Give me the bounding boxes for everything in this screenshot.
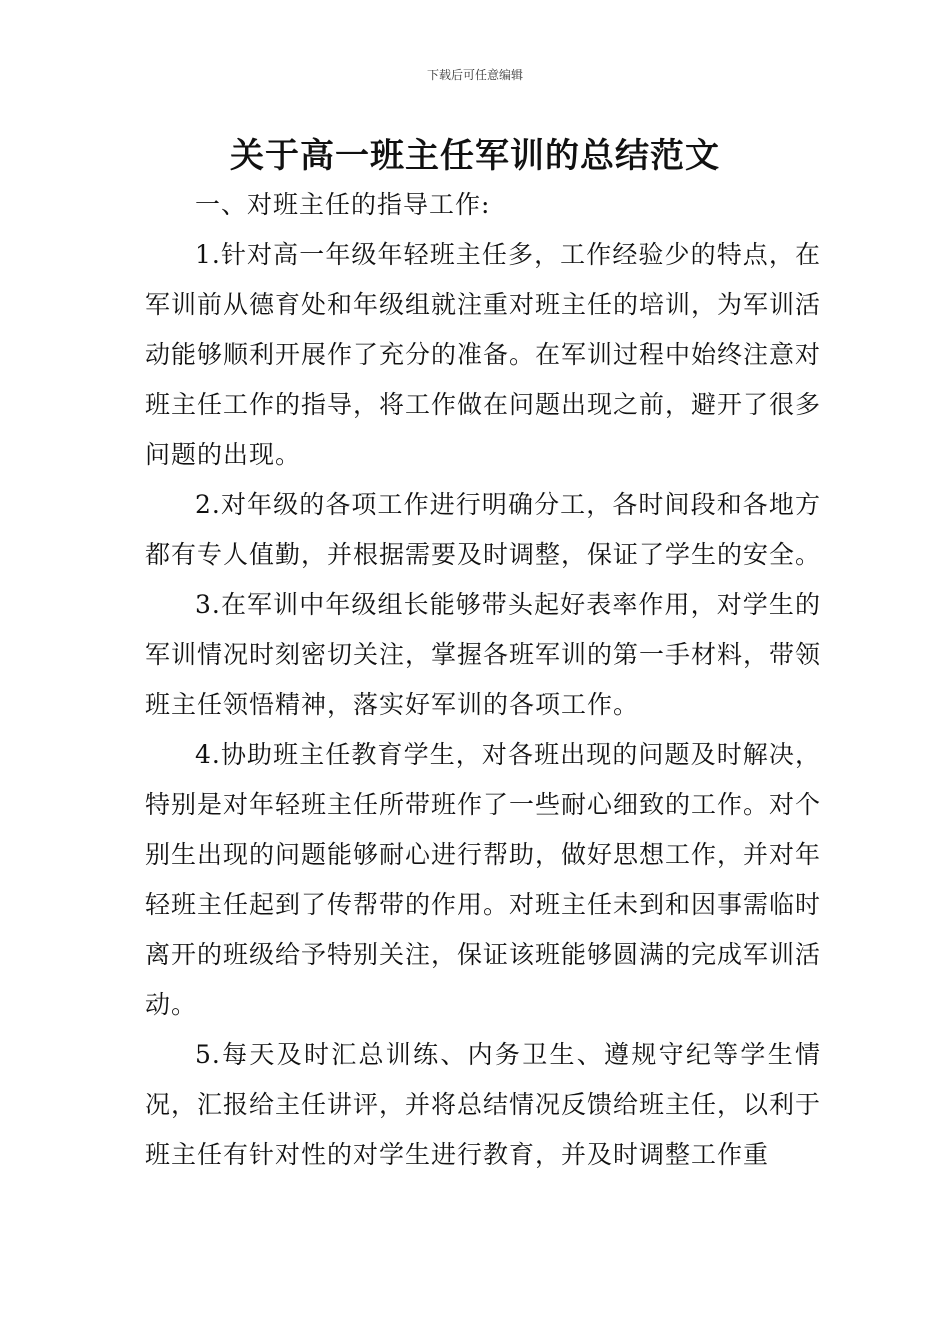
document-title: 关于高一班主任军训的总结范文 <box>230 136 720 176</box>
paragraph-5: 5.每天及时汇总训练、内务卫生、遵规守纪等学生情况，汇报给主任讲评，并将总结情况反馈给班主任，以利于班主任有针对性的对学生进行教育，并及时调整工作重 <box>145 1040 822 1169</box>
paragraph-2: 2.对年级的各项工作进行明确分工，各时间段和各地方都有专人值勤，并根据需要及时调整，保证了学生的安全。 <box>145 490 822 569</box>
paragraph-3: 3.在军训中年级组长能够带头起好表率作用，对学生的军训情况时刻密切关注，掌握各班军训的第一手材料，带领班主任领悟精神，落实好军训的各项工作。 <box>145 590 822 719</box>
header-note: 下载后可任意编辑 <box>426 68 523 82</box>
section-heading: 一、对班主任的指导工作: <box>195 190 491 219</box>
document-body <box>145 180 821 1180</box>
paragraph-1: 1.针对高一年级年轻班主任多，工作经验少的特点，在军训前从德育处和年级组就注重对班主任的培训，为军训活动能够顺利开展作了充分的准备。在军训过程中始终注意对班主任工作的指导，将工作做在问题出现之前，避开了很多问题的出现。 <box>145 240 822 469</box>
paragraph-4: 4.协助班主任教育学生，对各班出现的问题及时解决，特别是对年轻班主任所带班作了一些耐心细致的工作。对个别生出现的问题能够耐心进行帮助，做好思想工作，并对年轻班主任起到了传帮带的作用。对班主任未到和因事需临时离开的班级给予特别关注，保证该班能够圆满的完成军训活动。 <box>145 740 822 1019</box>
